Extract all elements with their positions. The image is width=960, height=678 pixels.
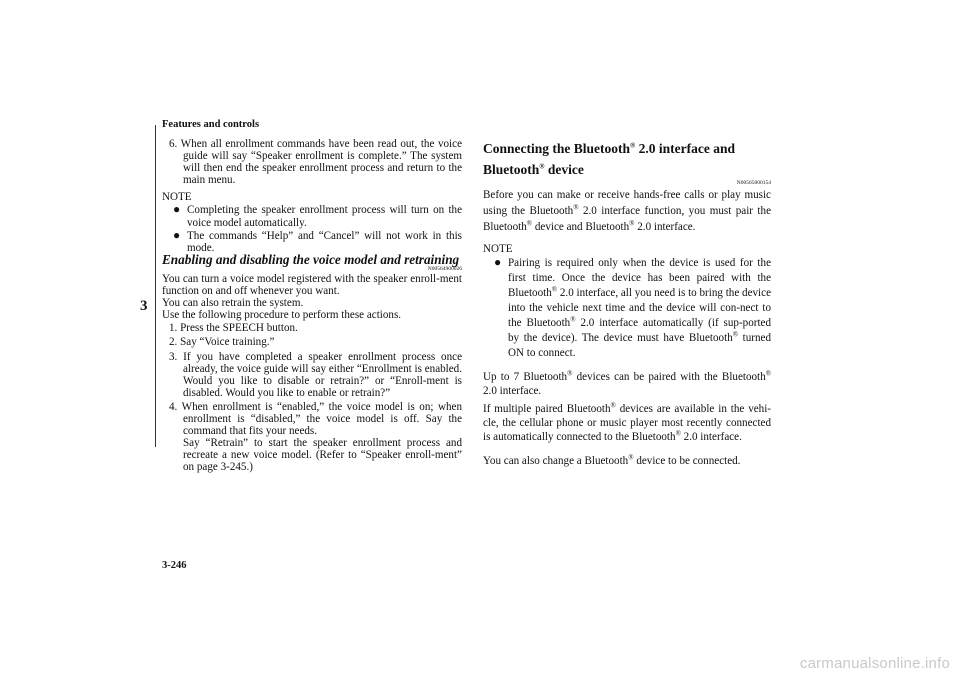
chapter-tab-number: 3 <box>140 298 148 314</box>
step-3: 3. If you have completed a speaker enrollment process once already, the voice guide will say either “Enrollment is enabled. Would you like to disable or retrain?” or “Enroll-ment is disabled. Would you like to enable or retrain?” <box>169 350 462 399</box>
bullet-icon: ● <box>173 202 181 217</box>
intro-paragraph: You can turn a voice model registered with the speaker enroll-ment function on and off whenever you want. <box>162 272 462 298</box>
note-label: NOTE <box>162 191 192 204</box>
chapter-tab-border <box>128 125 156 447</box>
page-number: 3-246 <box>162 560 187 571</box>
right-column <box>483 138 771 467</box>
watermark: carmanualsonline.info <box>799 655 950 672</box>
body-paragraph: Before you can make or receive hands-free calls or play music using the Bluetooth® 2.0 interface function, you must pair the Bluetooth® device and Bluetooth® 2.0 interface. <box>483 189 771 233</box>
step-6: 6. When all enrollment commands have been read out, the voice guide will say “Speaker enrollment is complete.” The system will then end the speaker enrollment process and return to the main menu. <box>169 138 462 187</box>
section-heading: Enabling and disabling the voice model and retraining <box>162 251 460 267</box>
note-item: ● Pairing is required only when the device is used for the first time. Once the device has been paired with the Bluetooth® 2.0 interface, all you need is to bring the device into the vehicle next time and the device will con-nect to the Bluetooth® 2.0 interface automatically (if sup-ported by the device). The device must have Bluetooth® turned ON to connect. <box>494 255 771 360</box>
body-paragraph: You can also change a Bluetooth® device to be connected. <box>483 453 741 468</box>
note-item: ● The commands “Help” and “Cancel” will not work in this mode. <box>173 227 462 254</box>
intro-paragraph: Use the following procedure to perform these actions. <box>162 309 402 322</box>
step-4-extra: Say “Retrain” to start the speaker enrollment process and recreate a new voice model. (Refer to “Speaker enroll-ment” on page 3-245.) <box>183 437 462 474</box>
bullet-icon: ● <box>494 255 502 270</box>
section-code: N00565000154 <box>736 180 771 186</box>
note-label: NOTE <box>483 243 513 255</box>
section-header: Features and controls <box>162 119 260 130</box>
intro-paragraph: You can also retrain the system. <box>162 297 304 310</box>
bullet-icon: ● <box>173 227 181 242</box>
section-code: N00564900026 <box>427 265 462 272</box>
step-2: 2. Say “Voice training.” <box>169 336 275 349</box>
left-column <box>162 138 462 473</box>
note-item: ● Completing the speaker enrollment process will turn on the voice model automatically. <box>173 202 462 229</box>
body-paragraph: Up to 7 Bluetooth® devices can be paired with the Bluetooth® 2.0 interface. <box>483 369 772 398</box>
step-1: 1. Press the SPEECH button. <box>169 322 298 335</box>
section-heading: Connecting the Bluetooth® 2.0 interface and Bluetooth® device <box>483 141 735 177</box>
body-paragraph: If multiple paired Bluetooth® devices are available in the vehi-cle, the cellular phone or music player most recently connected is automatically connected to the Bluetooth® 2.0 interface. <box>483 401 771 444</box>
step-4: 4. When enrollment is “enabled,” the voice model is on; when enrollment is “disabled,” the voice model is off. Say the command that fits your needs. <box>169 400 462 438</box>
